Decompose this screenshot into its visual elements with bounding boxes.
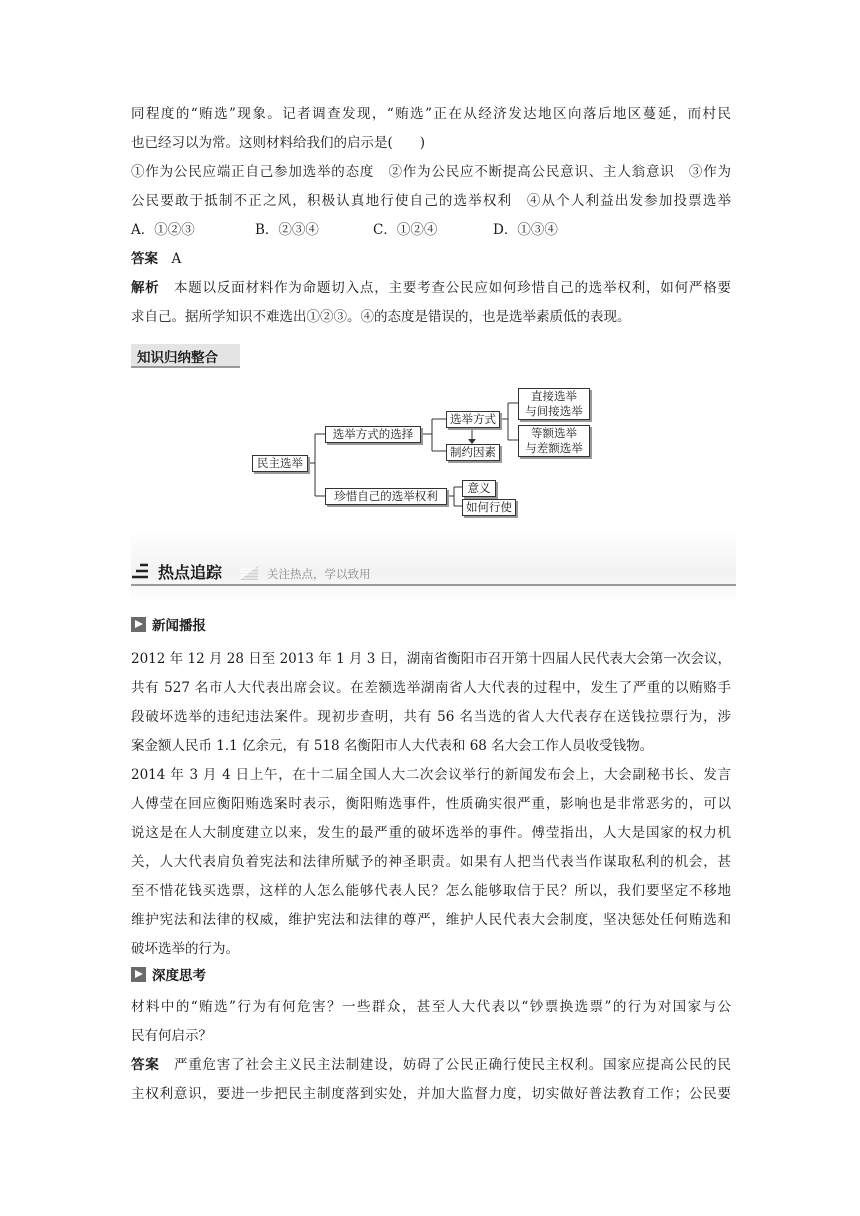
news-text	[131, 645, 731, 964]
option-a: A．①②③	[131, 222, 195, 238]
hot-divider	[131, 584, 736, 586]
news-line: 2014 年 3 月 4 日上午，在十二届全国人大二次会议举行的新闻发布会上，大会副秘书长、发言	[131, 767, 731, 783]
news-line: 破坏选举的行为。	[131, 941, 239, 957]
think-line: 材料中的“贿选”行为有何危害？一些群众，甚至人大代表以“钞票换选票”的行为对国家与公	[131, 999, 731, 1015]
answer-line	[131, 245, 731, 274]
answer-label: 答案	[131, 251, 158, 267]
option-c: C．①②④	[373, 222, 438, 238]
question-line: ①作为公民应端正自己参加选举的态度 ②作为公民应不断提高公民意识、主人翁意识 ③作为	[131, 164, 731, 180]
news-line: 说这是在人大制度建立以来，发生的最严重的破坏选举的事件。傅莹指出，人大是国家的权力机	[131, 825, 731, 841]
node-meaning: 意义	[462, 480, 496, 497]
node-branch2: 珍惜自己的选举权利	[325, 488, 447, 505]
think-answer-label: 答案	[131, 1057, 160, 1073]
news-heading: 新闻播报	[131, 614, 206, 634]
node-how: 如何行使	[462, 499, 516, 516]
answer-line: 答案 严重危害了社会主义民主法制建设，妨碍了公民正确行使民主权利。国家应提高公民的民	[131, 1057, 732, 1073]
option-d: D．①③④	[493, 222, 558, 238]
hot-subtitle: 关注热点，学以致用	[267, 567, 371, 581]
node-method: 选举方式	[446, 411, 500, 428]
node-root: 民主选举	[252, 455, 308, 472]
question-line: 也已经习以为常。这则材料给我们的启示是( )	[131, 135, 426, 151]
question-line: 同程度的“贿选”现象。记者调查发现，“贿选”正在从经济发达地区向落后地区蔓延，而村民	[131, 106, 731, 122]
knowledge-heading: 知识归纳整合	[131, 344, 240, 368]
node-factors: 制约因素	[446, 444, 500, 461]
node-leaf1: 直接选举 与间接选举	[518, 388, 590, 420]
news-line: 共有 527 名市人大代表出席会议。在差额选举湖南省人大代表的过程中，发生了严重的以贿赂手	[131, 680, 731, 696]
analysis-line: 求自己。据所学知识不难选出①②③。④的态度是错误的，也是选举素质低的表现。	[131, 309, 631, 325]
hot-title: 热点追踪	[158, 563, 223, 582]
analysis-label: 解析	[131, 280, 160, 296]
news-line: 至不惜花钱买选票，这样的人怎么能够代表人民？怎么能够取信于民？所以，我们要坚定不移地	[131, 883, 731, 899]
node-branch1: 选举方式的选择	[325, 426, 421, 443]
play-icon	[131, 967, 146, 982]
node-leaf2: 等额选举 与差额选举	[518, 425, 590, 457]
think-text	[131, 993, 731, 1109]
analysis-line: 解析 本题以反面材料作为命题切入点，主要考查公民应如何珍惜自己的选举权利，如何严格要	[131, 280, 732, 296]
think-line: 民有何启示？	[131, 1028, 212, 1044]
option-b: B．②③④	[255, 222, 319, 238]
news-line: 维护宪法和法律的权威，维护宪法和法律的尊严，维护人民代表大会制度，坚决惩处任何贿选和	[131, 912, 731, 928]
news-line: 段破坏选举的违纪违法案件。现初步查明，共有 56 名当选的省人大代表存在送钱拉票行为，涉	[131, 709, 731, 725]
answer-line: 主权利意识，要进一步把民主制度落到实处，并加大监督力度，切实做好普法教育工作；公民要	[131, 1086, 731, 1102]
news-line: 2012 年 12 月 28 日至 2013 年 1 月 3 日，湖南省衡阳市召开第十四届人民代表大会第一次会议，	[131, 651, 731, 667]
think-heading: 深度思考	[131, 964, 206, 984]
hatch-icon	[240, 566, 258, 580]
play-icon	[131, 617, 146, 632]
question-line: 公民要敢于抵制不正之风，积极认真地行使自己的选举权利 ④从个人利益出发参加投票选举	[131, 193, 731, 209]
lines-icon	[131, 562, 149, 580]
question-text	[131, 100, 731, 332]
news-line: 案金额人民币 1.1 亿余元，有 518 名衡阳市人大代表和 68 名大会工作人员收受钱物。	[131, 738, 654, 754]
news-line: 关，人大代表肩负着宪法和法律所赋予的神圣职责。如果有人把当代表当作谋取私利的机会，甚	[131, 854, 731, 870]
news-line: 人傅莹在回应衡阳贿选案时表示，衡阳贿选事件，性质确实很严重，影响也是非常恶劣的，可以	[131, 796, 731, 812]
answer-value: A	[171, 251, 182, 267]
answer-options	[131, 216, 731, 245]
